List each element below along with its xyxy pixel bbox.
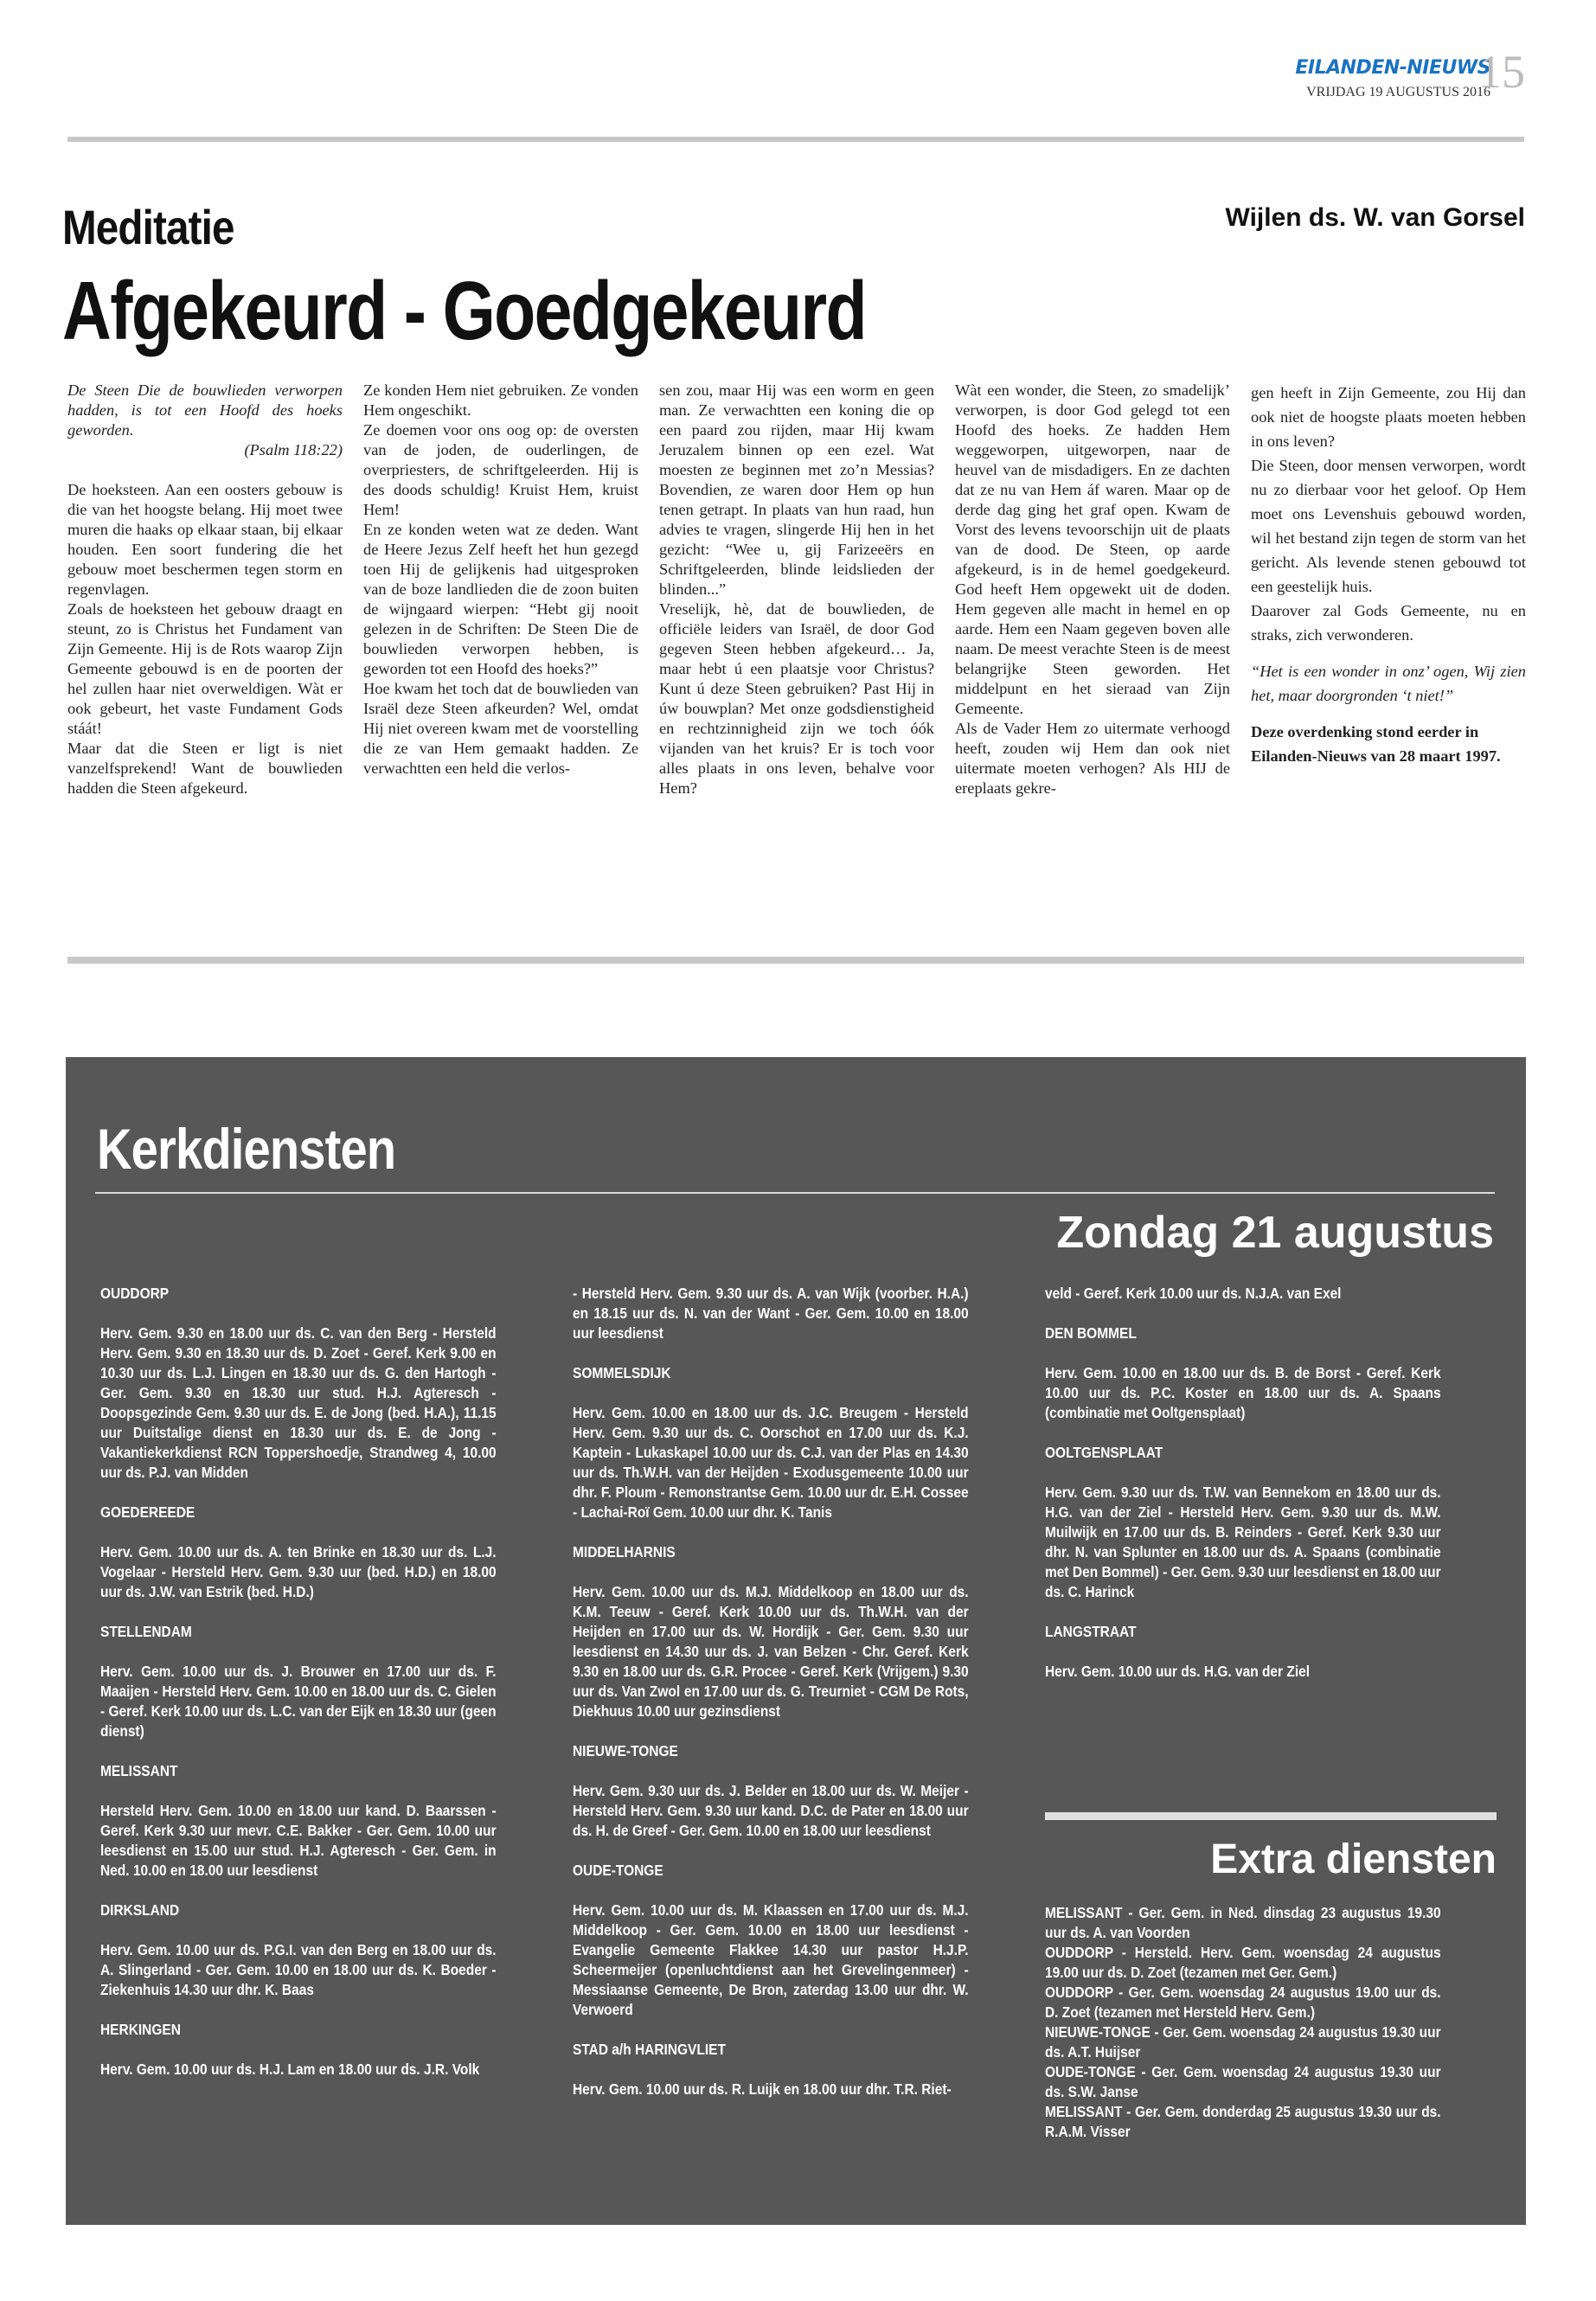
place-name: SOMMELSDIJK [573,1364,671,1381]
newspaper-logo: EILANDEN-NIEUWS [1295,57,1490,79]
extra-services-title: Extra diensten [1210,1836,1497,1882]
article-column-3 [659,381,934,798]
service-text: Herv. Gem. 10.00 en 18.00 uur ds. J.C. Breugem - Hersteld Herv. Gem. 9.30 uur ds. C. Oorschot en 17.00 uur ds. K.J. Kaptein - Lukaskapel 10.00 uur ds. C.J. van der Plas en 14.30 uur ds. Th.W.H. van der Heijden - Exodusgemeente 10.00 uur dhr. F. Ploum - Remonstrantse Gem. 10.00 uur dr. E.H. Cossee - Lachai-Roï Gem. 10.00 uur dhr. K. Tanis [573,1404,969,1521]
service-date-heading: Zondag 21 augustus [1056,1208,1494,1258]
paragraph: Wàt een wonder, die Steen, zo smadelijk’ verworpen, is door God gelegd tot een Hoofd des hoeks. Ze hadden Hem weggeworpen, uitgeworpen, naar de heuvel van de misdadigers. En ze dachten dat ze nu van Hem áf waren. Maar op de derde dag ging het graf open. Kwam de Vorst des levens tevoorschijn uit de plaats van de dood. De Steen, op aarde afgekeurd, is in de hemel goedgekeurd. God heeft Hem opgewekt uit de doden. Hem gegeven alle macht in hemel en op aarde. Hem een Naam gegeven boven alle naam. De meest verachte Steen is de meest belangrijke Steen geworden. Het middelpunt en het sieraad van Zijn Gemeente. [955,381,1230,717]
service-text: Hersteld Herv. Gem. 10.00 en 18.00 uur kand. D. Baarssen - Geref. Kerk 9.30 uur mevr. C.E. Bakker - Ger. Gem. 10.00 uur leesdienst en 15.00 uur stud. H.J. Agteresch - Ger. Gem. in Ned. 10.00 en 18.00 uur leesdienst [100,1802,497,1879]
article-column-5 [1251,381,1526,768]
extra-divider [1045,1812,1497,1820]
service-text: Herv. Gem. 10.00 uur ds. H.J. Lam en 18.00 uur ds. J.R. Volk [100,2061,480,2078]
kerkdiensten-title: Kerkdiensten [97,1117,396,1181]
extra-service-item: OUDE-TONGE - Ger. Gem. woensdag 24 augustus 19.30 uur ds. S.W. Janse [1045,2063,1441,2100]
article-author: Wijlen ds. W. van Gorsel [1225,203,1525,232]
services-column-1 [100,1284,497,2080]
paragraph: En ze konden weten wat ze deden. Want de Heere Jezus Zelf heeft het hun gezegd toen Hij de gelijkenis had uitgesproken van de boze landlieden die de zoon buiten de wijngaard wierpen: “Hebt gij nooit gelezen in de Schriften: De Steen Die de bouwlieden verworpen hebben, is geworden tot een Hoofd des hoeks?” [363,521,638,677]
paragraph: De hoeksteen. Aan een oosters gebouw is die van het hoogste belang. Hij moet twee muren die haaks op elkaar staan, bij elkaar houden. Een soort fundering die het gebouw moet beschermen tegen storm en regenvlagen. [67,481,343,598]
paragraph: Ze konden Hem niet gebruiken. Ze vonden Hem ongeschikt. [363,381,638,419]
place-name: OUDDORP [100,1285,170,1302]
header-divider [67,137,1524,142]
services-column-3 [1045,1284,1441,1682]
paragraph: Vreselijk, hè, dat de bouwlieden, de officiële leiders van Israël, de door God gegeven Steen hebben afgekeurd… Ja, maar hebt ú een plaatsje voor Christus? Kunt ú deze Steen gebruiken? Past Hij in úw bouwplan? Met onze godsdienstigheid en rechtzinnigheid zijn we toch óók vijanden van het kruis? Er is toch voor alles plaats in ons leven, behalve voor Hem? [659,600,934,797]
paragraph: Als de Vader Hem zo uitermate verhoogd heeft, zouden wij Hem dan ook niet uitermate moeten verhogen? Als HIJ de ereplaats gekre- [955,720,1230,797]
extra-service-item: OUDDORP - Hersteld. Herv. Gem. woensdag 24 augustus 19.00 uur ds. D. Zoet (tezamen met Ger. Gem.) [1045,1944,1441,1981]
closing-quote: “Het is een wonder in onz’ ogen, Wij zien het, maar doorgronden ‘t niet!” [1251,663,1526,704]
article-column-2 [363,381,638,779]
place-name: HERKINGEN [100,2021,181,2038]
service-text: - Hersteld Herv. Gem. 9.30 uur ds. A. van Wijk (voorber. H.A.) en 18.15 uur ds. N. van der Want - Ger. Gem. 10.00 en 18.00 uur leesdienst [573,1285,969,1342]
extra-service-item: MELISSANT - Ger. Gem. donderdag 25 augustus 19.30 uur ds. R.A.M. Visser [1045,2103,1441,2140]
service-text: Herv. Gem. 10.00 uur ds. M.J. Middelkoop en 18.00 uur ds. K.M. Teeuw - Geref. Kerk 10.00 uur ds. Th.W.H. van der Heijden en 17.00 uur ds. W. Hordijk - Ger. Gem. 9.30 uur leesdienst en 14.30 uur ds. J. van Belzen - Chr. Geref. Kerk 9.30 en 18.00 uur ds. G.R. Procee - Geref. Kerk (Vrijgem.) 9.30 uur ds. Van Zwol en 17.00 uur ds. G. Treurniet - CGM De Rots, Diekhuus 10.00 uur gezinsdienst [573,1583,969,1720]
place-name: STELLENDAM [100,1623,192,1640]
service-text: Herv. Gem. 10.00 uur ds. P.G.I. van den Berg en 18.00 uur ds. A. Slingerland - Ger. Gem. 10.00 en 18.00 uur ds. K. Boeder - Ziekenhuis 14.30 uur dhr. K. Baas [100,1941,497,1998]
paragraph: Ze doemen voor ons oog op: de oversten van de joden, de ouderlingen, de overpriesters, de schriftgeleerden. Hij is des doods schuldig! Kruist Hem, kruist Hem! [363,421,638,518]
paragraph: Hoe kwam het toch dat de bouwlieden van Israël deze Steen afkeurden? Wel, omdat Hij niet overeen kwam met de voorstelling die ze van Hem gemaakt hadden. Ze verwachtten een held die verlos- [363,680,638,777]
service-text: Herv. Gem. 10.00 uur ds. J. Brouwer en 17.00 uur ds. F. Maaijen - Hersteld Herv. Gem. 10.00 en 18.00 uur ds. C. Gielen - Geref. Kerk 10.00 uur ds. L.C. van der Eijk en 18.30 uur (geen dienst) [100,1663,497,1740]
place-name: DEN BOMMEL [1045,1324,1137,1342]
epigraph: De Steen Die de bouwlieden verworpen hadden, is tot een Hoofd des hoeks geworden. [67,381,343,439]
extra-services-list [1045,1903,1441,2142]
place-name: GOEDEREEDE [100,1503,195,1521]
extra-service-item: MELISSANT - Ger. Gem. in Ned. dinsdag 23 augustus 19.30 uur ds. A. van Voorden [1045,1904,1441,1941]
article-headline: Afgekeurd - Goedgekeurd [62,265,866,357]
issue-date: VRIJDAG 19 AUGUSTUS 2016 [1306,85,1490,99]
service-text: Herv. Gem. 10.00 uur ds. M. Klaassen en 17.00 uur ds. M.J. Middelkoop - Ger. Gem. 10.00 en 18.00 uur leesdienst - Evangelie Gemeente Flakkee 14.30 uur pastor H.J.P. Scheermeijer (openluchtdienst aan het Grevelingenmeer) - Messiaanse Gemeente, De Bron, zaterdag 13.00 uur dhr. W. Verwoerd [573,1901,969,2018]
service-text: Herv. Gem. 10.00 en 18.00 uur ds. B. de Borst - Geref. Kerk 10.00 uur ds. P.C. Koster en 18.00 uur ds. A. Spaans (combinatie met Ooltgensplaat) [1045,1364,1441,1421]
page-number: 15 [1478,46,1525,98]
article-kicker: Meditatie [62,200,234,254]
services-column-2 [573,1284,969,2099]
service-text: Herv. Gem. 10.00 uur ds. A. ten Brinke en 18.30 uur ds. L.J. Vogelaar - Hersteld Herv. Gem. 9.30 uur (bed. H.D.) en 18.00 uur ds. J.W. van Estrik (bed. H.D.) [100,1543,497,1600]
article-column-1 [67,381,343,798]
editor-note: Deze overdenking stond eerder in Eilanden-Nieuws van 28 maart 1997. [1251,723,1501,765]
service-text: Herv. Gem. 9.30 uur ds. T.W. van Bennekom en 18.00 uur ds. H.G. van der Ziel - Hersteld Herv. Gem. 9.30 uur ds. M.W. Muilwijk en 17.00 uur ds. B. Reinders - Geref. Kerk 9.30 uur dhr. N. van Splunter en 18.00 uur ds. A. Spaans (combinatie met Den Bommel) - Ger. Gem. 9.30 uur leesdienst en 18.00 uur ds. C. Harinck [1045,1484,1441,1600]
paragraph: sen zou, maar Hij was een worm en geen man. Ze verwachtten een koning die op een paard zou rijden, maar Hij kwam Jeruzalem binnen op een ezel. Wat moesten ze beginnen met zo’n Messias? Bovendien, ze waren door Hem op hun tenen getrapt. In plaats van hun raad, hun advies te vragen, slingerde Hij hen in het gezicht: “Wee u, gij Farizeeërs en Schriftgeleerden, blinde leidslieden der blinden...” [659,381,934,598]
article-column-4 [955,381,1230,798]
extra-service-item: OUDDORP - Ger. Gem. woensdag 24 augustus 19.00 uur ds. D. Zoet (tezamen met Hersteld Herv. Gem.) [1045,1984,1441,2021]
paragraph: gen heeft in Zijn Gemeente, zou Hij dan ook niet de hoogste plaats moeten hebben in ons leven? [1251,384,1526,450]
place-name: DIRKSLAND [100,1901,180,1919]
place-name: NIEUWE-TONGE [573,1742,678,1759]
extra-service-item: NIEUWE-TONGE - Ger. Gem. woensdag 24 augustus 19.30 uur ds. A.T. Huijser [1045,2023,1441,2061]
place-name: STAD a/h HARINGVLIET [573,2041,726,2058]
service-text: Herv. Gem. 9.30 uur ds. J. Belder en 18.00 uur ds. W. Meijer - Hersteld Herv. Gem. 9.30 uur kand. D.C. de Pater en 18.00 uur ds. H. de Greef - Ger. Gem. 10.00 en 18.00 uur leesdienst [573,1782,969,1839]
paragraph: Die Steen, door mensen verworpen, wordt nu zo dierbaar voor het geloof. Op Hem moet ons Levenshuis gebouwd worden, wil het bestand zijn tegen de storm van het gericht. Als levende stenen gebouwd tot een geestelijk huis. [1251,457,1526,595]
service-text: Herv. Gem. 10.00 uur ds. H.G. van der Ziel [1045,1663,1311,1680]
service-text: Herv. Gem. 10.00 uur ds. R. Luijk en 18.00 uur dhr. T.R. Riet- [573,2080,952,2098]
place-name: OOLTGENSPLAAT [1045,1444,1163,1461]
place-name: MELISSANT [100,1762,178,1779]
section-divider [67,957,1524,964]
service-text: Herv. Gem. 9.30 en 18.00 uur ds. C. van den Berg - Hersteld Herv. Gem. 9.30 en 18.30 uur ds. D. Zoet - Geref. Kerk 9.00 en 10.30 uur ds. L.J. Lingen en 18.30 uur ds. G. den Hartogh - Ger. Gem. 9.30 en 18.30 uur stud. H.J. Agteresch - Doopsgezinde Gem. 9.30 uur ds. E. de Jong (bed. H.A.), 11.15 uur Duitstalige dienst en 18.30 uur ds. E. de Jong - Vakantiekerkdienst RCN Toppershoedje, Strandweg 4, 10.00 uur ds. P.J. van Midden [100,1324,497,1481]
place-name: LANGSTRAAT [1045,1623,1137,1640]
place-name: OUDE-TONGE [573,1862,663,1879]
paragraph: Zoals de hoeksteen het gebouw draagt en steunt, zo is Christus het Fundament van Zijn Gemeente. Hij is de Rots waarop Zijn Gemeente gebouwd is en de poorten der hel zullen haar niet overweldigen. Wàt er ook gebeurt, het vaste Fundament Gods stáát! [67,600,343,737]
epigraph-reference: (Psalm 118:22) [244,441,343,458]
paragraph: Daarover zal Gods Gemeente, nu en straks, zich verwonderen. [1251,602,1526,644]
place-name: MIDDELHARNIS [573,1543,676,1561]
kerkdiensten-divider [95,1192,1495,1194]
paragraph: Maar dat die Steen er ligt is niet vanzelfsprekend! Want de bouwlieden hadden die Steen afgekeurd. [67,740,343,797]
service-text: veld - Geref. Kerk 10.00 uur ds. N.J.A. van Exel [1045,1285,1342,1302]
